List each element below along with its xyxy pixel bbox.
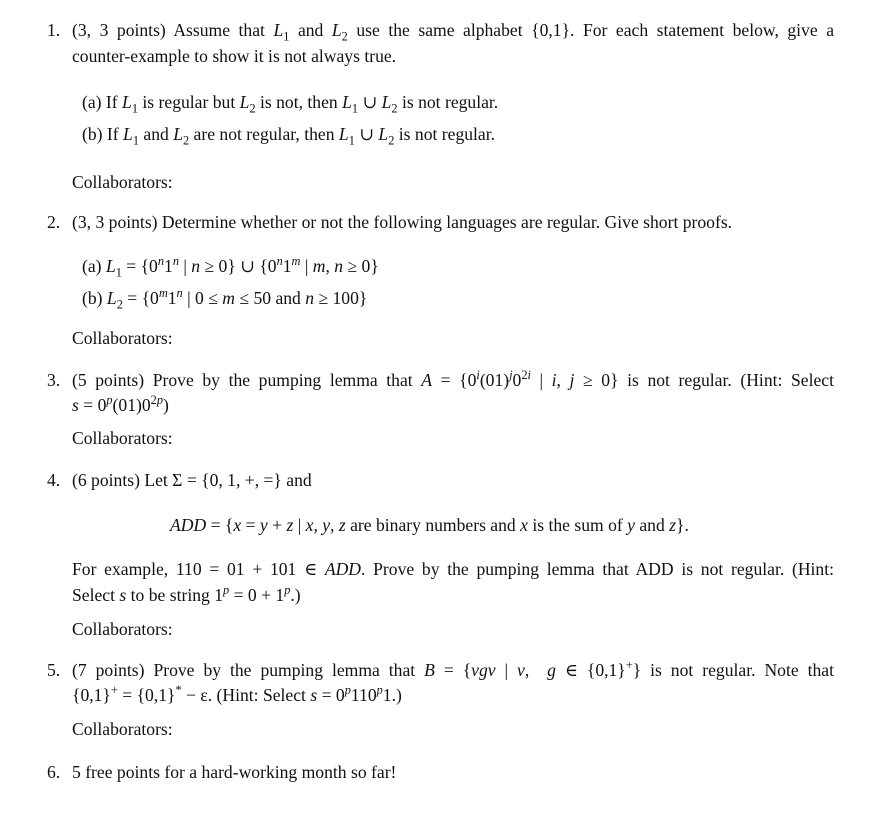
collaborators-label: Collaborators: [72, 428, 173, 448]
problem-points: (6 points) [72, 470, 140, 490]
problem-statement-line: (3, 3 points) Assume that $L_1$ and $L_2$ use the same alphabet {0,1}. For each statement below, give a [72, 20, 835, 44]
problem-part-a: (a) If $L_1$ is regular but $L_2$ is not, then $L_1$ ∪ $L_2$ is not regular. [82, 92, 499, 116]
problem-statement-line: (6 points) Let Σ = {0, 1, +, =} and [72, 470, 312, 490]
part-label: (b) [82, 124, 103, 144]
problem-statement-line: counter-example to show it is not always true. [72, 46, 397, 66]
problem-part-b: (b) $L_2 = \{0^m1^n$ | 0 ≤ m ≤ 50 and n ≥ 100} [82, 286, 368, 312]
problem-statement-line: (5 points) Prove by the pumping lemma that $A = \{0^i(01)^j0^{2i}$ | i, j ≥ 0} is not regular. (Hint: Select [72, 368, 834, 390]
problem-statement-line: {0,1}+ = {0,1}* − ε. (Hint: Select $s = 0^p110^p1$.) [72, 683, 402, 705]
problem-statement-line: (7 points) Prove by the pumping lemma that B = {vgv | v, g ∈ {0,1}+} is not regular. Note that [72, 658, 834, 680]
collaborators-label: Collaborators: [72, 172, 173, 192]
problem-number: 6. [47, 762, 61, 782]
problem-points: (3, 3 points) [72, 20, 166, 40]
problem-statement-line: 5 free points for a hard-working month so far! [72, 762, 397, 782]
part-label: (a) [82, 92, 102, 112]
part-label: (b) [82, 288, 103, 308]
problem-number: 4. [47, 470, 61, 490]
problem-statement-line: $s = 0^p(01)0^{2p}$) [72, 393, 169, 415]
problem-statement-line: (3, 3 points) Determine whether or not the following languages are regular. Give short proofs. [72, 212, 733, 232]
problem-points: (5 points) [72, 370, 145, 390]
problem-number: 1. [47, 20, 61, 40]
problem-number: 5. [47, 660, 61, 680]
problem-points: (7 points) [72, 660, 145, 680]
collaborators-label: Collaborators: [72, 328, 173, 348]
problem-statement-line: Select s to be string $1^p = 0 + 1^p$.) [72, 583, 301, 605]
part-label: (a) [82, 256, 102, 276]
problem-number: 2. [47, 212, 61, 232]
problem-statement-line: For example, 110 = 01 + 101 ∈ ADD. Prove by the pumping lemma that ADD is not regular. (Hint: [72, 559, 834, 579]
collaborators-label: Collaborators: [72, 619, 173, 639]
problem-part-b: (b) If $L_1$ and $L_2$ are not regular, then $L_1$ ∪ $L_2$ is not regular. [82, 124, 496, 148]
problem-number: 3. [47, 370, 61, 390]
problem-part-a: (a) $L_1 = \{0^n1^n$ | n ≥ 0} ∪ {0$^n$1$^m$ | m, n ≥ 0} [82, 254, 379, 280]
problem-points: (3, 3 points) [72, 212, 158, 232]
add-definition: ADD = {x = y + z | x, y, z are binary numbers and x is the sum of y and z}. [170, 515, 689, 535]
collaborators-label: Collaborators: [72, 719, 173, 739]
